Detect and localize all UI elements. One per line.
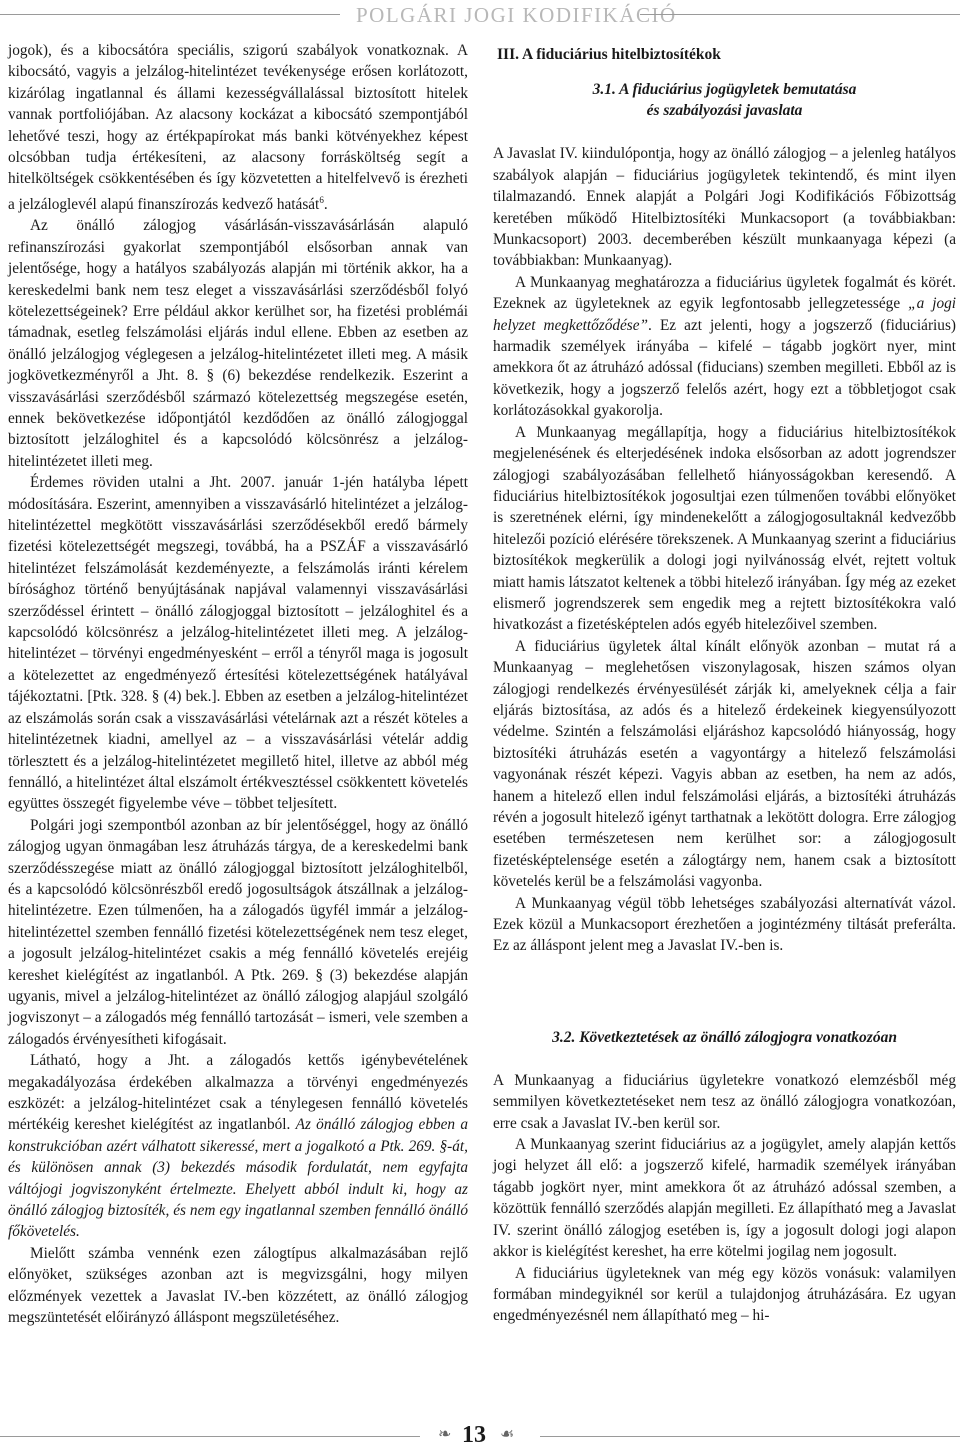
paragraph: A fiduciárius ügyletek által kínált előnyök azonban – mutat rá a Munkaanyag – meglehetősen viszonylagosak, hiszen számos olyan zálogjogi rendelkezés érvényesülését zárják ki, amelyeknek célja a fair eljárás biztosítása, az adós és a hitelező érdekeinek kiegyensúlyozott védelme. Szintén a felszámolási eljáráshoz kapcsolódó hiányosság, hogy biztosítéki átruházás esetén a vagyontárgy a hitelező felszámolási vagyonának részét képezi. Vagyis abban az esetben, ha nem az adós, hanem a hitelező ellen indul felszámolási eljárás, a biztosítéki átruházás révén a jogosult hitelező igényt tarthatnak a lekötött dologra. Erre zálogjog esetében természetesen nem kerülhet sor: a zálogjogosult fizetésképtelensége esetén a zálogtárgy nem, hanem csak a biztosított követelés kerül be a felszámolási vagyonba. — [493, 637, 956, 891]
page-footer — [0, 1422, 960, 1448]
header-title: POLGÁRI JOGI KODIFIKÁCIÓ — [350, 3, 683, 28]
paragraph: A Munkaanyag megállapítja, hogy a fiduciárius hitelbiztosítékok megjelenésének és elterjedésének indoka elsősorban az adott jogrendszer zálogjogi szabályozásában fellelhető hiányosságokban keresendő. A fiduciárius hitelbiztosítékok jogosultjai ezen túlmenően további előnyöket is szeretnének elérni, így mindenekelőtt a zálogjogosultaknál kedvezőbb hitelezői pozíció elérésére törekszenek. A Munkaanyag szerint a fiduciárius biztosítékok megkerülik a dologi jogi nyilvánosság elvét, rejtett voltuk miatt hamis látszatot keltenek a többi hitelező irányában. Így még az ezeket elismerő jogrendszerek sem engedik meg a rejtett biztosítékokra való hivatkozást a fizetésképtelen adós egyéb hitelezőivel szemben. — [493, 423, 956, 634]
italic-passage: Az önálló zálogjog ebben a konstrukcióban azért válhatott sikeressé, mert a jogalkotó a Ptk. 269. §-át, és különösen annak (3) bekezdés második fordulatát, nem egyfajta váltójogi jogviszonyként értelmezte. Ehelyett abból indult ki, hogy az önálló zálogjog biztosíték, és nem egy ingatlannal szemben fennálló önálló főkövetelés. — [8, 1116, 468, 1241]
paragraph: jogok), és a kibocsátóra speciális, szigorú szabályok vonatkoznak. A kibocsátó, vagyis a jelzálog-hitelintézet tevékenysége erősen korlátozott, kizárólag ingatlannal és állami kezességvállalással biztosított hitelek vannak portfoliójában. Az alacsony kockázat a kibocsátó szempontjából lehetővé teszi, hogy az értékpapírokat más banki kötvényekhez képest olcsóbban tudja értékesíteni, az alacsony forrásköltség segít a hitelköltségek csökkentésében és így közvetetten a hitelfelvevő is érezheti a jelzáloglevél alapú finanszírozás kedvező hatását$^6$. — [8, 42, 468, 213]
paragraph: Érdemes röviden utalni a Jht. 2007. január 1-jén hatályba lépett módosítására. Eszerint, amennyiben a visszavásárló hitelintézet a jelzálog-hitelintézettel megkötött visszavásárlási szerződésekből eredő bármely fizetési kötelezettségét megszegi, továbbá, ha a PSZÁF a visszavásárló hitelintézet felszámolását kezdeményezte, a felszámolás iránti kérelem bírósághoz történő benyújtásának napjával valamennyi visszavásárlási szerződéssel érintett – önálló zálogjoggal biztosított – jelzáloghitel és a kapcsolódó kölcsönrész a jelzálog-hitelintézetet illeti meg. A jelzálog-hitelintézet – törvényi engedményesként – erről a tényről maga is jogosult a kötelezettet az engedményező értesítési kötelezettségének hatályával tájékoztatni. [Ptk. 328. § (4) bek.]. Ebben az esetben a jelzálog-hitelintézet az elszámolás során csak a visszavásárlási vételárnak azt a részét köteles a hitelintézetnek kiadni, amellyel az – a visszavásárlási vételár addig törlesztett és a jelzálog-hitelintézetet megillető hitel, illetve az abból még fennálló, a hitelintézet által elszámolt értékvesztéssel csökkentett követelés együttes összegét figyelembe véve – többet teljesített. — [8, 474, 468, 813]
paragraph: Az önálló zálogjog vásárlásán-visszavásárlásán alapuló refinanszírozási gyakorlat szempontjából elsősorban annak van jelentősége, hogy a hatályos szabályozás alapján mi történik akkor, ha a kereskedelmi bank nem tesz eleget a visszavásárlási szerződésből folyó kötelezettségeinek? Erre például akkor kerülhet sor, ha fizetési problémái támadnak, esetleg felszámolási eljárás indul ellene. Ebben az esetben az önálló jelzálogjog véglegesen a jelzálog-hitelintézetet illeti meg. A másik jogkövetkezményről a Jht. 8. § (6) bekezdése rendelkezik. Eszerint a visszavásárlási szerződésből származó kötelezettség megszegése esetén, ennek bekövetkezése időpontjától kezdődően az önálló zálogjoggal biztosított jelzáloghitel és a kapcsolódó kölcsönrész a jelzálog-hitelintézetet illeti meg. — [8, 217, 468, 470]
right-column — [493, 40, 956, 1327]
paragraph: A Munkaanyag a fiduciárius ügyletekre vonatkozó elemzésből még semmilyen következtetéseket nem tesz az önálló zálogjogra vonatkozóan, erre csak a Javaslat IV.-ben kerül sor. — [493, 1071, 956, 1132]
paragraph: Polgári jogi szempontból azonban az bír jelentőséggel, hogy az önálló zálogjog ugyan önmagában lesz átruházás tárgya, de a kereskedelmi bank szerződésszegése miatt az önálló zálogjoggal biztosított jelzáloghitelből, és a kapcsolódó kölcsönrészből eredő jogosultságok átszállnak a jelzálog-hitelintézetre. Ezen túlmenően, ha a zálogadós ügyfél immár a jelzálog-hitelintézettel szemben fennálló fizetési kötelezettségének nem tesz eleget, a jogosult jelzálog-hitelintézet csakis a még fennálló követelés erejéig kereshet kielégítést az ingatlanból. A Ptk. 269. § (3) bekezdése alapján ugyanis, mivel a jelzálog-hitelintézet az önálló zálogjog alapjául szolgáló jogviszonyt – a zálogadós még fennálló tartozását – ismeri, vele szemben a zálogadós érvényesítheti kifogásait. — [8, 816, 468, 1048]
paragraph: A Javaslat IV. kiindulópontja, hogy az önálló zálogjog – a jelenleg hatályos szabályok alapján – fiduciárius jogügyletek tekintendő, és mint ilyen tilalmazandó. Ennek alapját a Polgári Jogi Kodifikációs Főbizottság keretében működő Hitelbiztosítéki Munkacsoport (a továbbiakban: Munkacsoport) 2003. decemberében készült munkaanyaga képezi (a továbbiakban: Munkaanyag). — [493, 145, 956, 270]
page-number: 13 — [462, 1422, 486, 1448]
header-rule-left — [0, 14, 340, 15]
subsection-heading: 3.1. A fiduciárius jogügyletek bemutatása és szabályozási javaslata — [592, 81, 857, 120]
fleuron-left-icon: ❧ — [438, 1426, 452, 1443]
paragraph: A Munkaanyag szerint fiduciárius az a jogügylet, amely alapján kettős jogi helyzet áll elő: a jogszerző kifelé, harmadik személyek irányában tágabb jogkört nyer, mint amekkora őt az átruházó adóssal szemben, a közöttük fennálló szerződés alapján megilleti. Ez állapítható meg a Javaslat IV. szerint önálló zálogjog esetében is, így a jogosult dologi jogi alapon akkor is kielégítést kereshet, ha erre kötelmi jogilag nem jogosult. — [493, 1136, 956, 1261]
paragraph: Mielőtt számba vennénk ezen zálogtípus alkalmazásában rejlő előnyöket, szükséges azonban azt is megvizsgálni, hogy milyen előzmények vezettek a Javaslat IV.-ben közzétett, az önálló zálogjog megszüntetését előirányzó álláspont megszületéséhez. — [8, 1244, 468, 1327]
header-rule-right — [640, 14, 960, 15]
paragraph: Látható, hogy a Jht. a zálogadós kettős igénybevételének megakadályozása érdekében alkalmazza a törvényi engedményezés eszközét: a jelzálog-hitelintézet csak a ténylegesen fennálló követelés mértékéig kereshet kielégítést az ingatlanból. Az önálló zálogjog ebben a konstrukcióban azért válhatott sikeressé, mert a jogalkotó a Ptk. 269. §-át, és különösen annak (3) bekezdés második fordulatát, nem egyfajta váltójogi jogviszonyként értelmezte. Ehelyett abból indult ki, hogy az önálló zálogjog biztosíték, és nem egy ingatlannal szemben fennálló önálló főkövetelés. — [8, 1052, 468, 1241]
left-column — [8, 40, 468, 1328]
fleuron-right-icon: ☙ — [500, 1426, 515, 1443]
paragraph: A Munkaanyag végül több lehetséges szabályozási alternatívát vázol. Ezek közül a Munkacsoport érezhetően a jogintézmény tiltását preferálta. Ez az álláspont jelent meg a Javaslat IV.-ben is. — [493, 894, 956, 955]
footer-rule-left — [0, 1436, 420, 1437]
italic-quote: „a jogi helyzet megkettőződése” — [493, 295, 956, 334]
paragraph: A fiduciárius ügyleteknek van még egy közös vonásuk: valamilyen formában mindegyiknél sor kerül a tulajdonjog átruházására. Ez ugyan engedményezésnél nem állapítható meg – hi- — [493, 1264, 956, 1325]
footnote-ref[interactable]: 6 — [319, 194, 324, 205]
running-header — [0, 0, 960, 30]
paragraph: A Munkaanyag meghatározza a fiduciárius ügyletek fogalmát és körét. Ezeknek az ügyleteknek az egyik legfontosabb jellegzetessége „a jogi helyzet megkettőződése”. Ez azt jelenti, hogy a jogszerző (fiduciárius) harmadik személyek irányába – kifelé – tágabb jogkört nyer, mint amekkora őt az átruházó adóssal (fiducians) szemben megilleti. Ebből az is következik, hogy a jogszerző felelős azért, hogy ezt a többletjogot csak korlátozásokkal gyakorolja. — [493, 273, 956, 420]
subsection-heading: 3.2. Következtetések az önálló zálogjogra vonatkozóan — [552, 1028, 897, 1046]
footer-rule-right — [540, 1436, 960, 1437]
section-heading: III. A fiduciárius hitelbiztosítékok — [497, 46, 721, 63]
